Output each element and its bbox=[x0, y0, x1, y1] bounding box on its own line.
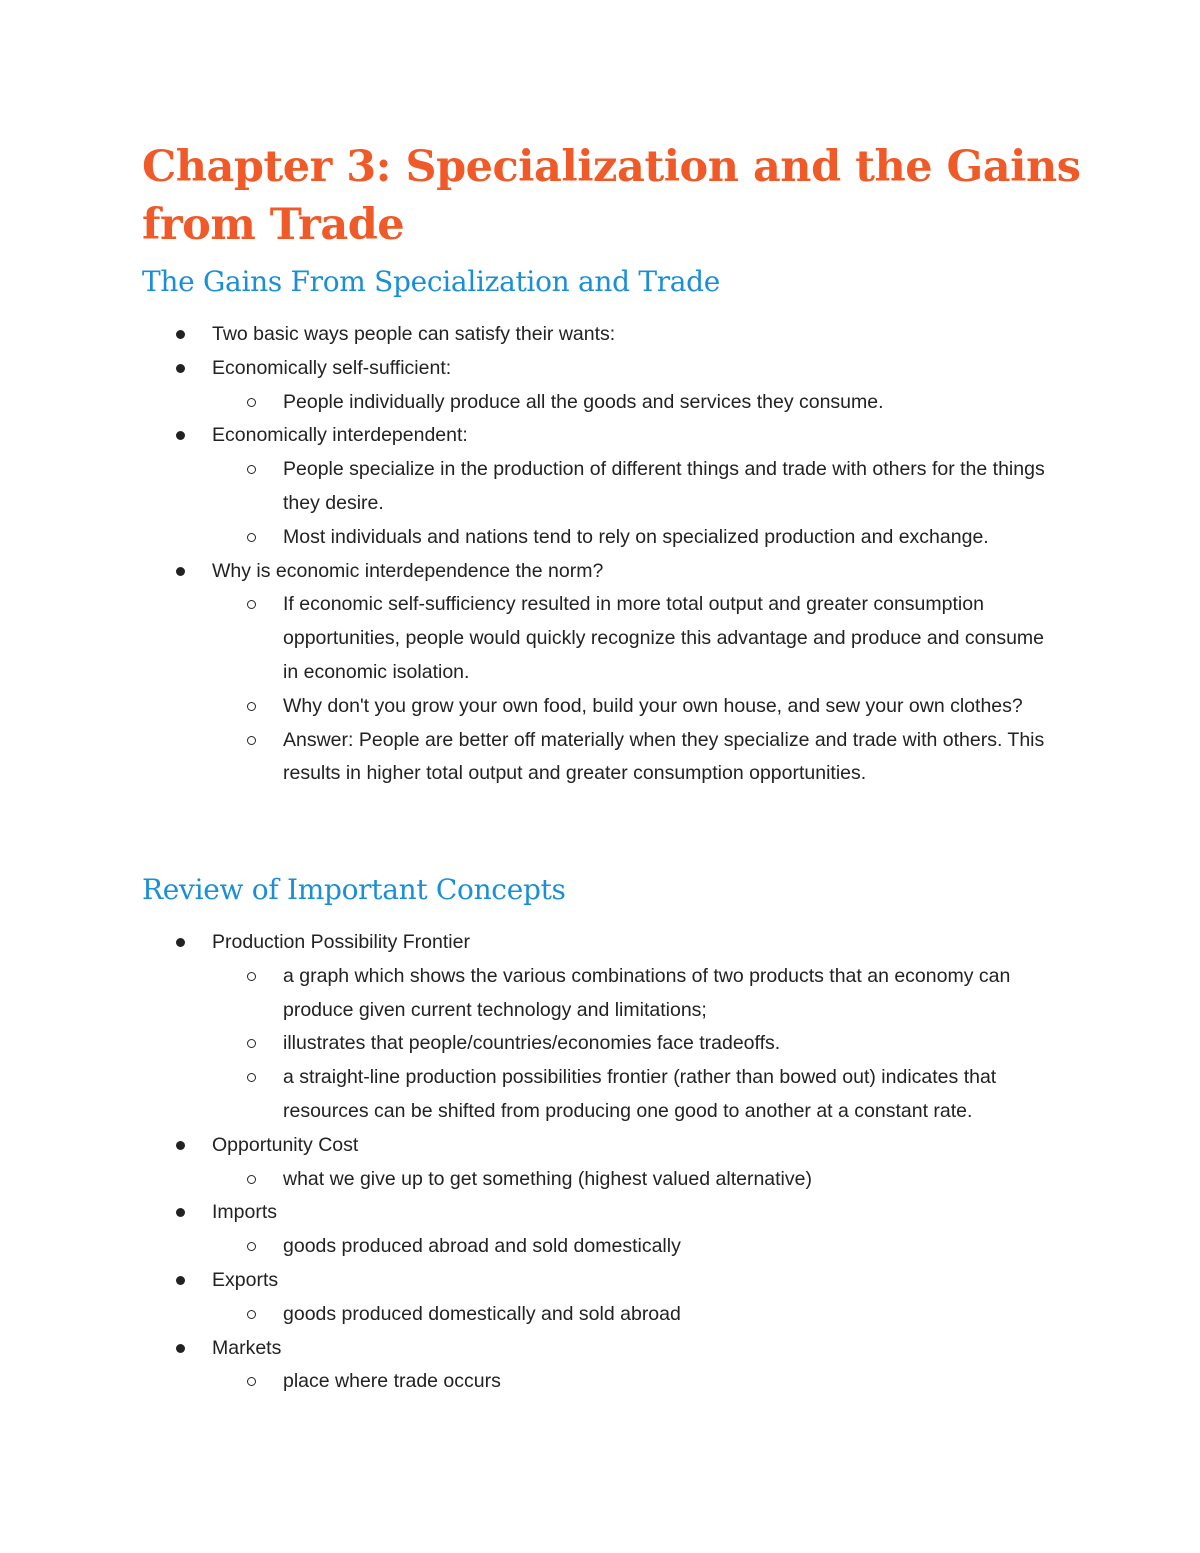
hollow-bullet-icon bbox=[247, 1039, 256, 1048]
bullet-text: a graph which shows the various combinations of two products that an economy can produce given current technology and limitations; bbox=[283, 964, 1011, 1021]
hollow-bullet-icon bbox=[247, 1377, 256, 1386]
bullet-item bbox=[0, 318, 1200, 352]
bullet-item bbox=[0, 419, 1200, 453]
bullet-text: People specialize in the production of different things and trade with others for the things they desire. bbox=[283, 458, 1045, 514]
filled-bullet-icon bbox=[176, 364, 185, 373]
sub-bullet-item bbox=[0, 960, 1063, 1028]
filled-bullet-icon bbox=[176, 1208, 185, 1217]
sub-bullet-item bbox=[0, 1027, 1063, 1061]
hollow-bullet-icon bbox=[247, 533, 256, 542]
hollow-bullet-icon bbox=[247, 398, 256, 407]
bullet-text: Two basic ways people can satisfy their wants: bbox=[212, 323, 616, 345]
bullet-text: Opportunity Cost bbox=[212, 1133, 359, 1156]
filled-bullet-icon bbox=[176, 330, 185, 339]
bullet-item bbox=[0, 1196, 1200, 1230]
bullet-text: Economically interdependent: bbox=[212, 424, 468, 447]
bullet-text: Exports bbox=[212, 1268, 279, 1291]
bullet-text: what we give up to get something (highest valued alternative) bbox=[283, 1167, 812, 1190]
bullet-text: goods produced abroad and sold domestically bbox=[283, 1235, 681, 1258]
section-heading-review: Review of Important Concepts bbox=[142, 873, 566, 906]
filled-bullet-icon bbox=[176, 567, 185, 576]
bullet-text: Most individuals and nations tend to rely on specialized production and exchange. bbox=[283, 525, 989, 548]
bullet-item bbox=[0, 1129, 1200, 1163]
sub-bullet-item bbox=[0, 1298, 1063, 1332]
hollow-bullet-icon bbox=[247, 465, 256, 474]
bullet-text: Why is economic interdependence the norm? bbox=[212, 559, 604, 582]
filled-bullet-icon bbox=[176, 938, 185, 947]
bullet-item bbox=[0, 352, 1200, 386]
bullet-text: a straight-line production possibilities frontier (rather than bowed out) indicates that resources can be shifted from producing one good to another at a constant rate. bbox=[283, 1066, 997, 1122]
sub-bullet-item bbox=[0, 1061, 1063, 1129]
filled-bullet-icon bbox=[176, 1344, 185, 1353]
bullet-text: goods produced domestically and sold abroad bbox=[283, 1302, 681, 1325]
filled-bullet-icon bbox=[176, 1276, 185, 1285]
sub-bullet-item bbox=[0, 690, 1063, 724]
hollow-bullet-icon bbox=[247, 1073, 256, 1082]
sub-bullet-item bbox=[0, 1365, 1063, 1399]
bullet-text: place where trade occurs bbox=[283, 1370, 501, 1393]
sub-bullet-item bbox=[0, 724, 1063, 792]
bullet-text: Why don't you grow your own food, build your own house, and sew your own clothes? bbox=[283, 694, 1023, 717]
sub-bullet-item bbox=[0, 1230, 1063, 1264]
sub-bullet-item bbox=[0, 1163, 1063, 1197]
bullet-text: Production Possibility Frontier bbox=[212, 931, 470, 953]
sub-bullet-item bbox=[0, 386, 1063, 420]
hollow-bullet-icon bbox=[247, 736, 256, 745]
bullet-text: illustrates that people/countries/economies face tradeoffs. bbox=[283, 1032, 781, 1055]
section-gains-list bbox=[0, 318, 1200, 791]
section-heading-gains: The Gains From Specialization and Trade bbox=[142, 265, 721, 298]
sub-bullet-item bbox=[0, 588, 1063, 689]
hollow-bullet-icon bbox=[247, 1175, 256, 1184]
chapter-title: Chapter 3: Specialization and the Gains from Trade bbox=[142, 142, 1081, 250]
sub-bullet-item bbox=[0, 521, 1063, 555]
hollow-bullet-icon bbox=[247, 702, 256, 711]
hollow-bullet-icon bbox=[247, 1242, 256, 1251]
bullet-text: Economically self-sufficient: bbox=[212, 356, 452, 379]
bullet-item bbox=[0, 1264, 1200, 1298]
bullet-item bbox=[0, 1332, 1200, 1366]
section-review-list bbox=[0, 926, 1200, 1399]
bullet-text: If economic self-sufficiency resulted in more total output and greater consumption opportunities, people would quickly recognize this advantage and produce and consume in economic isolation. bbox=[283, 593, 1045, 683]
hollow-bullet-icon bbox=[247, 1310, 256, 1319]
bullet-text: Answer: People are better off materially when they specialize and trade with others. This results in higher total output and greater consumption opportunities. bbox=[283, 728, 1045, 785]
bullet-text: Imports bbox=[212, 1201, 278, 1224]
bullet-item bbox=[0, 555, 1200, 589]
bullet-text: People individually produce all the goods and services they consume. bbox=[283, 390, 884, 413]
filled-bullet-icon bbox=[176, 431, 185, 440]
filled-bullet-icon bbox=[176, 1141, 185, 1150]
hollow-bullet-icon bbox=[247, 972, 256, 981]
sub-bullet-item bbox=[0, 453, 1063, 521]
hollow-bullet-icon bbox=[247, 600, 256, 609]
bullet-text: Markets bbox=[212, 1336, 282, 1359]
bullet-item bbox=[0, 926, 1200, 960]
